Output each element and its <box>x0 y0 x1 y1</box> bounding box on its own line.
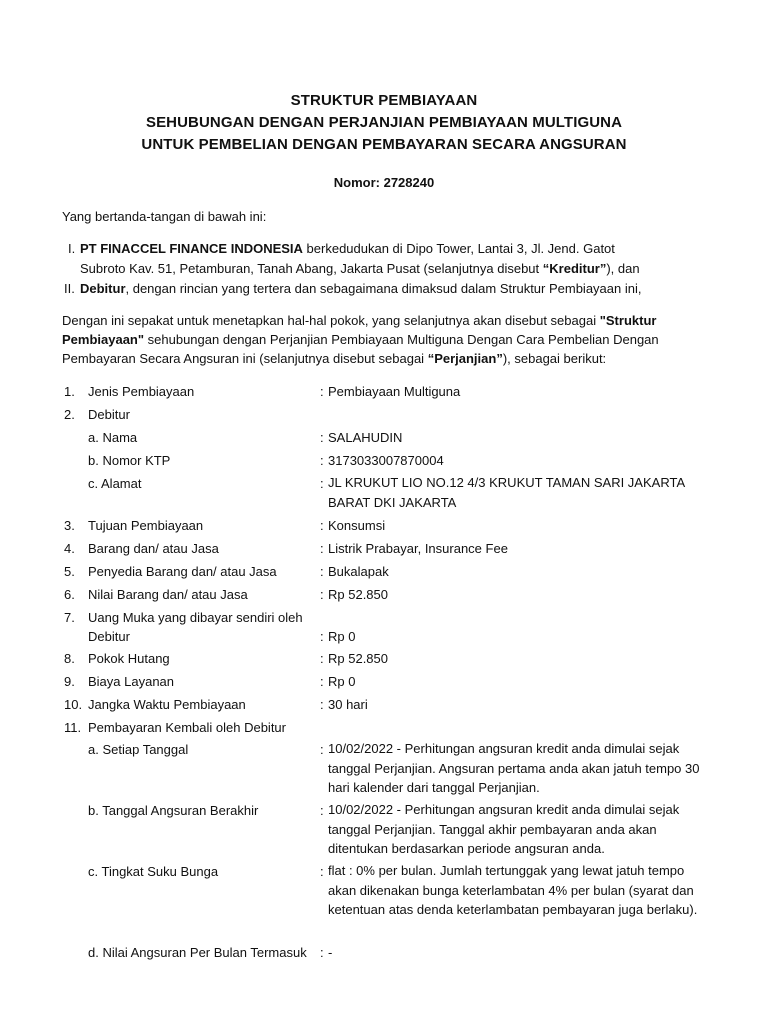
item-colon: : <box>320 945 324 960</box>
item-colon: : <box>320 541 324 556</box>
party-2-roman: II. <box>64 281 75 296</box>
item-colon: : <box>320 803 324 818</box>
item-colon: : <box>320 453 324 468</box>
party-1-text-2b: ), dan <box>606 261 640 276</box>
item-colon: : <box>320 697 324 712</box>
doc-title-line-2: SEHUBUNGAN DENGAN PERJANJIAN PEMBIAYAAN MULTIGUNA <box>145 114 623 131</box>
agreement-line-2 <box>62 332 659 347</box>
item-number: 3. <box>64 518 75 533</box>
item-value: Bukalapak <box>328 564 389 579</box>
agreement-term-struktur: "Struktur <box>599 313 657 328</box>
subitem-label: a. Setiap Tanggal <box>88 742 189 757</box>
agreement-term-pembiayaan: Pembiayaan" <box>62 332 145 347</box>
party-1-line-1 <box>80 241 615 256</box>
party-1-text-2a: Subroto Kav. 51, Petamburan, Tanah Abang, Jakarta Pusat (selanjutnya disebut <box>80 261 543 276</box>
agreement-text-1a: Dengan ini sepakat untuk menetapkan hal-hal pokok, yang selanjutnya akan disebut sebagai <box>62 313 600 328</box>
item-value: 10/02/2022 - Perhitungan angsuran kredit anda dimulai sejak tanggal Perjanjian. Angsuran pertama anda akan jatuh tempo 30 hari kalender dari tanggal Perjanjian. <box>328 741 700 795</box>
document-number: Nomor: 2728240 <box>333 175 435 190</box>
item-colon: : <box>320 476 324 491</box>
item-value: Rp 52.850 <box>328 651 388 666</box>
agreement-line-3 <box>62 351 606 366</box>
item-value: 10/02/2022 - Perhitungan angsuran kredit anda dimulai sejak tanggal Perjanjian. Tanggal akhir pembayaran anda akan ditentukan berdasarkan periode angsuran anda. <box>328 802 680 856</box>
party-1-roman: I. <box>68 241 76 256</box>
item-value: Rp 52.850 <box>328 587 388 602</box>
item-colon: : <box>320 674 324 689</box>
party-1-line-2 <box>80 261 640 276</box>
item-value: Pembiayaan Multiguna <box>328 384 461 399</box>
item-colon: : <box>320 384 324 399</box>
agreement-term-perjanjian: “Perjanjian” <box>427 351 503 366</box>
party-1-alias: “Kreditur” <box>542 261 607 276</box>
party-2-text: , dengan rincian yang tertera dan sebagaimana dimaksud dalam Struktur Pembiayaan ini, <box>125 281 642 296</box>
item-value: JL KRUKUT LIO NO.12 4/3 KRUKUT TAMAN SARI JAKARTA BARAT DKI JAKARTA <box>328 475 685 510</box>
item-colon: : <box>320 742 324 757</box>
item-label: Nilai Barang dan/ atau Jasa <box>88 587 248 602</box>
doc-title-line-1: STRUKTUR PEMBIAYAAN <box>290 92 478 109</box>
item-value: flat : 0% per bulan. Jumlah tertunggak yang lewat jatuh tempo akan dikenakan bunga keterlambatan 4% per bulan (syarat dan ketentuan atas denda keterlambatan pembayaran juga berlaku). <box>328 863 698 917</box>
item-value: SALAHUDIN <box>328 430 403 445</box>
doc-title-line-3: UNTUK PEMBELIAN DENGAN PEMBAYARAN SECARA ANGSURAN <box>141 136 627 153</box>
item-label: Jenis Pembiayaan <box>88 384 195 399</box>
party-1-text-1: berkedudukan di Dipo Tower, Lantai 3, Jl. Jend. Gatot <box>302 241 615 256</box>
item-label: Barang dan/ atau Jasa <box>88 541 219 556</box>
item-number: 4. <box>64 541 75 556</box>
item-label: Biaya Layanan <box>88 674 175 689</box>
party-2-line <box>80 281 641 296</box>
item-colon: : <box>320 518 324 533</box>
item-value: - <box>328 945 333 960</box>
agreement-text-2b: sehubungan dengan Perjanjian Pembiayaan Multiguna Dengan Cara Pembelian Dengan <box>144 332 659 347</box>
item-label: Tujuan Pembiayaan <box>88 518 204 533</box>
item-value: Rp 0 <box>328 674 356 689</box>
item-number: 2. <box>64 407 75 422</box>
item-number: 11. <box>64 720 82 735</box>
item-label: Debitur <box>88 407 130 422</box>
subitem-label: b. Nomor KTP <box>88 453 171 468</box>
item-colon: : <box>320 864 324 879</box>
item-label: Pokok Hutang <box>88 651 170 666</box>
item-label-continued: Debitur <box>88 629 130 644</box>
item-colon: : <box>320 430 324 445</box>
item-number: 10. <box>64 697 83 712</box>
item-colon: : <box>320 564 324 579</box>
item-value: Rp 0 <box>328 629 356 644</box>
agreement-text-3a: Pembayaran Secara Angsuran ini (selanjutnya disebut sebagai <box>62 351 428 366</box>
item-label: Penyedia Barang dan/ atau Jasa <box>88 564 277 579</box>
item-number: 7. <box>64 610 75 625</box>
item-number: 8. <box>64 651 75 666</box>
subitem-label: c. Alamat <box>88 476 142 491</box>
party-1-name: PT FINACCEL FINANCE INDONESIA <box>80 241 303 256</box>
subitem-label: b. Tanggal Angsuran Berakhir <box>88 803 259 818</box>
agreement-line-1 <box>62 313 656 328</box>
item-number: 6. <box>64 587 75 602</box>
item-colon: : <box>320 587 324 602</box>
item-value: Listrik Prabayar, Insurance Fee <box>328 541 508 556</box>
item-number: 1. <box>64 384 75 399</box>
item-value: Konsumsi <box>328 518 386 533</box>
opening-text: Yang bertanda-tangan di bawah ini: <box>62 209 267 224</box>
item-value: 30 hari <box>328 697 368 712</box>
subitem-label: d. Nilai Angsuran Per Bulan Termasuk <box>88 945 307 960</box>
subitem-label: c. Tingkat Suku Bunga <box>88 864 219 879</box>
item-label: Jangka Waktu Pembiayaan <box>88 697 246 712</box>
item-value: 3173033007870004 <box>328 453 444 468</box>
item-colon: : <box>320 629 324 644</box>
item-number: 9. <box>64 674 75 689</box>
party-2-name: Debitur <box>80 281 126 296</box>
item-label: Pembayaran Kembali oleh Debitur <box>88 720 286 735</box>
agreement-text-3c: ), sebagai berikut: <box>502 351 607 366</box>
item-colon: : <box>320 651 324 666</box>
item-number: 5. <box>64 564 75 579</box>
item-label: Uang Muka yang dibayar sendiri oleh <box>88 610 303 625</box>
subitem-label: a. Nama <box>88 430 138 445</box>
